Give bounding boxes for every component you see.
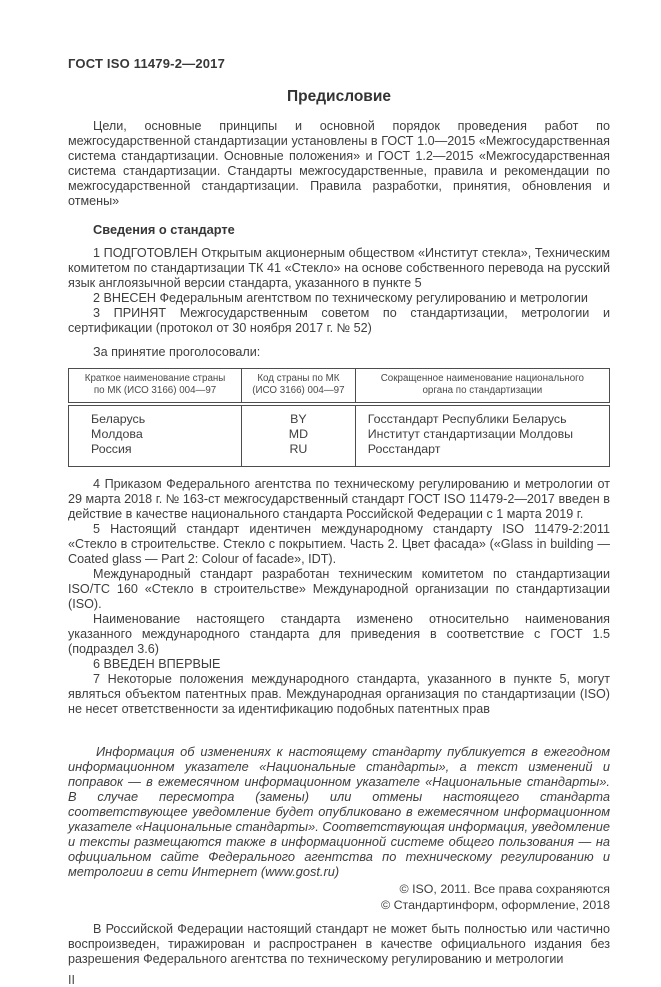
table-header [69, 369, 610, 405]
country-code: RU [242, 442, 356, 467]
amendments-notice: Информация об изменениях к настоящему стандарту публикуется в ежегодном информационном указателе «Национальные стандарты», а текст изменений и поправок — в ежемесячном информационном указателе «Национальные стандарты». В случае пересмотра (замены) или отмены настоящего стандарта соответствующее уведомление будет опубликовано в ежемесячном информационном указателе «Национальные стандарты». Соответствующая информация, уведомление и тексты размещаются также в информационной системе общего пользования — на официальном сайте Федерального агентства по техническому регулированию и метрологии в сети Интернет (www.gost.ru) [68, 744, 610, 879]
item-5-note-committee: Международный стандарт разработан техническим комитетом по стандартизации ISO/TC 160 «Стекло в строительстве» Международной организации по стандартизации (ISO). [68, 567, 610, 611]
col-header-body: Сокращенное наименование национального органа по стандартизации [355, 369, 609, 405]
table-row [69, 427, 610, 442]
national-body: Институт стандартизации Молдовы [355, 427, 609, 442]
reproduction-restriction: В Российской Федерации настоящий стандарт не может быть полностью или частично воспроизведен, тиражирован и распространен в качестве официального издания без разрешения Федерального агентства по техническому регулированию и метрологии [68, 922, 610, 966]
item-5-note-renamed: Наименование настоящего стандарта изменено относительно наименования указанного международного стандарта для приведения в соответствие с ГОСТ 1.5 (подраздел 3.6) [68, 612, 610, 656]
item-3-adopted: 3 ПРИНЯТ Межгосударственным советом по стандартизации, метрологии и сертификации (протокол от 30 ноября 2017 г. № 52) [68, 306, 610, 335]
country-code: BY [242, 404, 356, 427]
copyright-block [68, 882, 610, 913]
copyright-iso: © ISO, 2011. Все права сохраняются [399, 882, 610, 896]
intro-paragraph: Цели, основные принципы и основной порядок проведения работ по межгосударственной стандартизации установлены в ГОСТ 1.0—2015 «Межгосударственная система стандартизации. Основные положения» и ГОСТ 1.2—2015 «Межгосударственная система стандартизации. Стандарты межгосударственные, правила и рекомендации по межгосударственной стандартизации. Правила разработки, принятия, обновления и отмены» [68, 119, 610, 208]
table-row [69, 442, 610, 467]
item-4-order: 4 Приказом Федерального агентства по техническому регулированию и метрологии от 29 марта 2018 г. № 163-ст межгосударственный стандарт ГОСТ ISO 11479-2—2017 введен в действие в качестве национального стандарта Российской Федерации с 1 марта 2019 г. [68, 477, 610, 521]
item-5-identical: 5 Настоящий стандарт идентичен международному стандарту ISO 11479-2:2011 «Стекло в строительстве. Стекло с покрытием. Часть 2. Цвет фасада» («Glass in building — Coated glass — Part 2: Colour of facade», IDT). [68, 522, 610, 566]
standard-info-heading: Сведения о стандарте [93, 222, 235, 237]
vote-intro-line: За принятие проголосовали: [93, 345, 261, 359]
copyright-standartinform: © Стандартинформ, оформление, 2018 [381, 897, 610, 912]
col-header-country: Краткое наименование страны по МК (ИСО 3166) 004—97 [69, 369, 242, 405]
country-name: Молдова [69, 427, 242, 442]
standard-info-items [68, 246, 610, 336]
page-number: II [68, 973, 75, 987]
table-row [69, 404, 610, 427]
country-code: MD [242, 427, 356, 442]
item-2-submitted: 2 ВНЕСЕН Федеральным агентством по техническому регулированию и метрологии [93, 291, 588, 305]
page-title: Предисловие [286, 88, 391, 105]
item-6-first-introduced: 6 ВВЕДЕН ВПЕРВЫЕ [93, 657, 221, 671]
doc-number: ГОСТ ISO 11479-2—2017 [68, 56, 226, 71]
item-1-prepared: 1 ПОДГОТОВЛЕН Открытым акционерным обществом «Институт стекла», Техническим комитетом по стандартизации ТК 41 «Стекло» на основе собственного перевода на русский язык англоязычной версии стандарта, указанного в пункте 5 [68, 246, 610, 290]
national-body: Росстандарт [355, 442, 609, 467]
country-name: Россия [69, 442, 242, 467]
item-7-patents: 7 Некоторые положения международного стандарта, указанного в пункте 5, могут являться объектом патентных прав. Международная организация по стандартизации (ISO) не несет ответственности за идентификацию подобных патентных прав [68, 672, 610, 716]
standard-info-items-continued [68, 477, 610, 717]
col-header-code: Код страны по МК (ИСО 3166) 004—97 [242, 369, 356, 405]
country-name: Беларусь [69, 404, 242, 427]
voting-countries-table [68, 368, 610, 467]
national-body: Госстандарт Республики Беларусь [355, 404, 609, 427]
